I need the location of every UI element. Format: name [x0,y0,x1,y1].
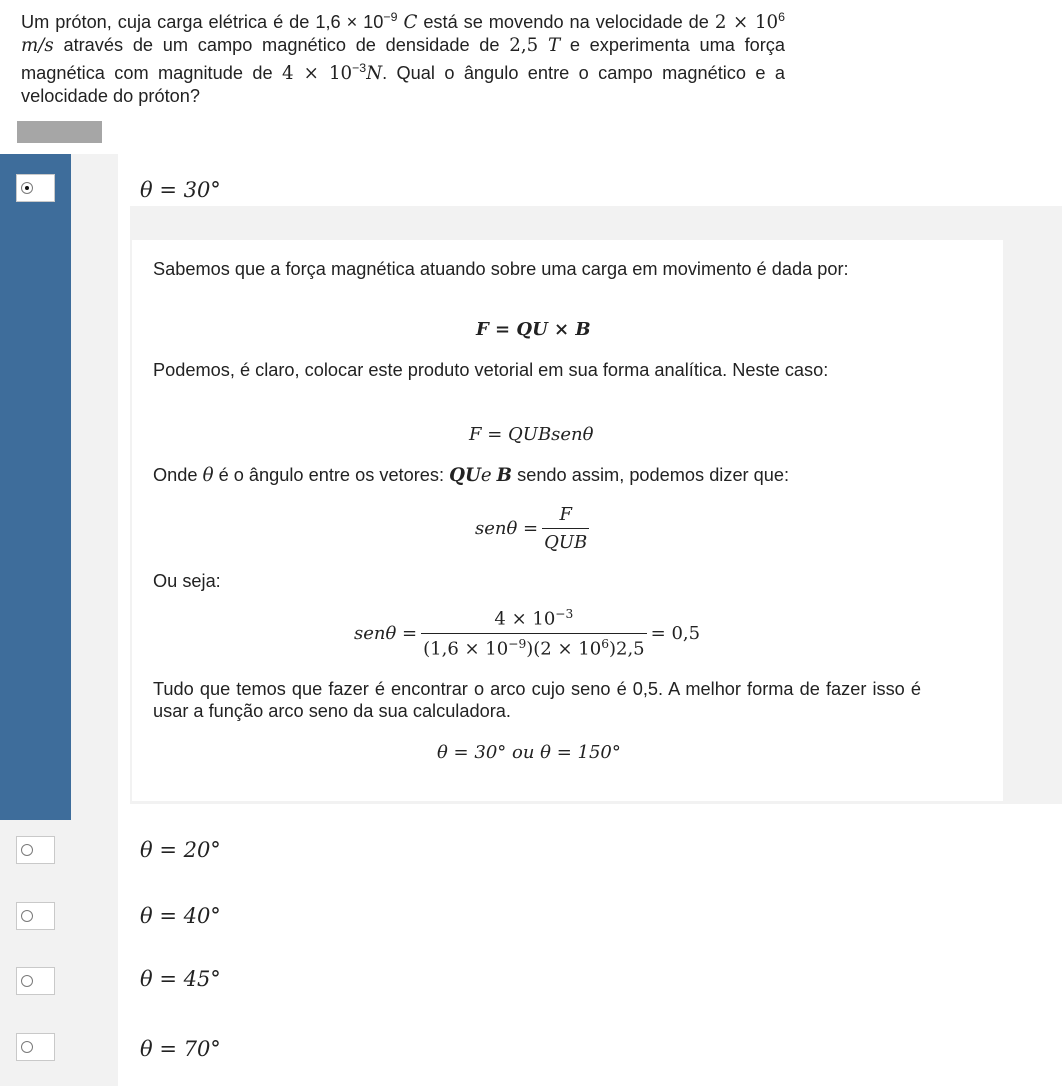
feedback-text-5: Tudo que temos que fazer é encontrar o arco cujo seno é 0,5. A melhor forma de fazer isso é usar a função arco seno da sua calculadora. [153,679,921,721]
equation-4: senθ = $\frac{4 \times 10^{-3}}{(1,6 \times 10^{-9})(2 \times 10^6)2,5}$ = 0,5 [354,606,701,660]
option-3-radio[interactable] [16,902,55,930]
equation-3: senθ = $\frac{F}{\text{QUB}}$ [475,503,588,553]
feedback-text-4: Ou seja: [153,571,221,591]
radio-unselected-icon [21,844,33,856]
feedback-text-3: Onde θ é o ângulo entre os vetores: QUe B sendo assim, podemos dizer que: [153,465,790,486]
option-5-radio[interactable] [16,1033,55,1061]
option-3-label[interactable]: θ = 40° [140,904,221,928]
equation-5: θ = 30° ou θ = 150° [437,742,621,763]
progress-bar [17,121,102,143]
option-1-radio[interactable] [16,174,55,202]
option-2-radio[interactable] [16,836,55,864]
option-5-label[interactable]: θ = 70° [140,1037,221,1061]
feedback-text-2: Podemos, é claro, colocar este produto vetorial em sua forma analítica. Neste caso: [153,360,829,380]
radio-unselected-icon [21,910,33,922]
equation-2: F = QUBsenθ [469,424,594,445]
option-4-radio[interactable] [16,967,55,995]
radio-unselected-icon [21,975,33,987]
option-2-label[interactable]: θ = 20° [140,838,221,862]
selected-option-highlight [0,154,71,820]
question-text: Um próton, cuja carga elétrica é de $1,6 \times 10^{-9}$ C está se movendo na velocidade de $2 \times 10^6$ m/s através de um campo magnético de densidade de 2,5 T e experimenta uma força magnética com magnitude de $4 \times 10^{-3}N$. Qual o ângulo entre o campo magnético e a velocidade do próton? [21,10,786,106]
radio-unselected-icon [21,1041,33,1053]
option-4-label[interactable]: θ = 45° [140,967,221,991]
radio-selected-icon [21,182,33,194]
feedback-text-1: Sabemos que a força magnética atuando sobre uma carga em movimento é dada por: [153,259,849,279]
option-1-label[interactable]: θ = 30° [140,178,221,202]
equation-1: F = QU × B [476,319,591,340]
